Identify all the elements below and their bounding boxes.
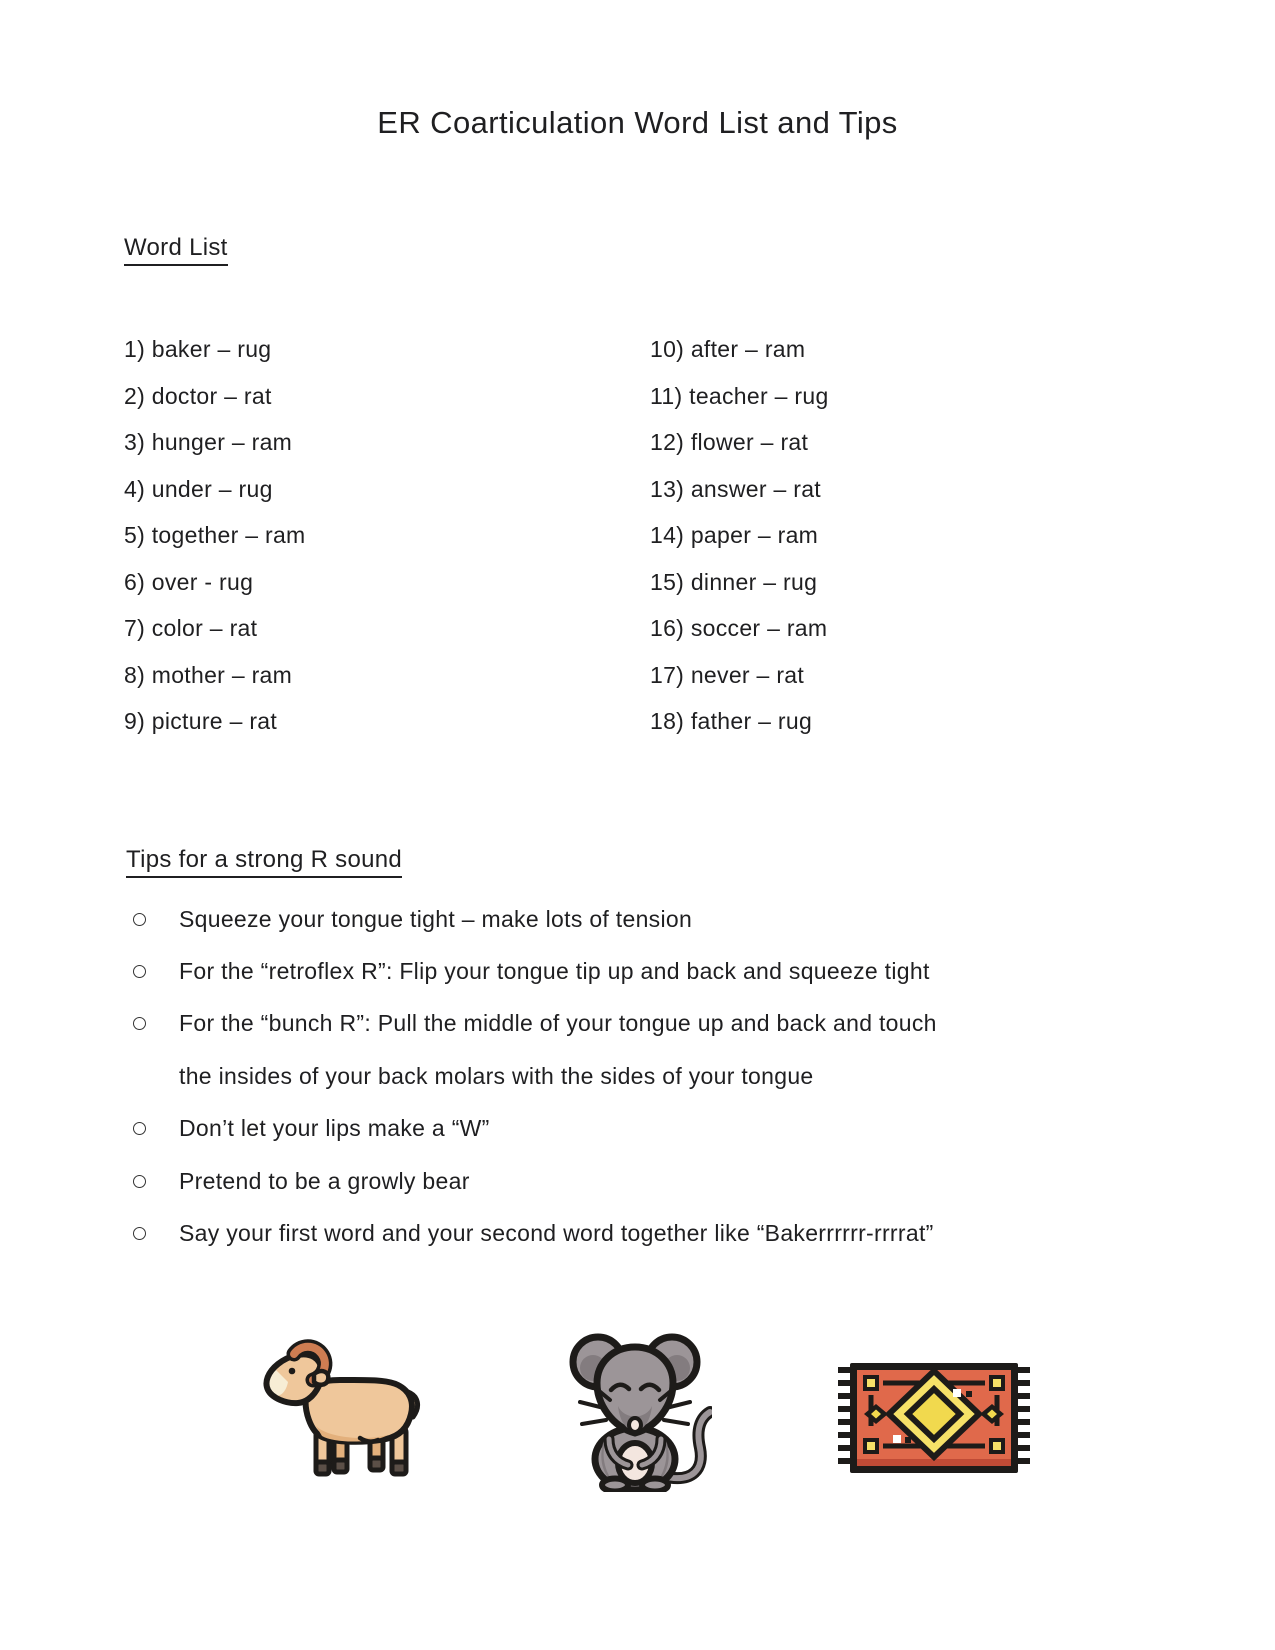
- word-list-item: 1) baker – rug: [124, 336, 272, 362]
- rug-fringe-right: [1018, 1367, 1030, 1464]
- ram-figure: [266, 1347, 417, 1474]
- tip-text: Don’t let your lips make a “W”: [179, 1115, 490, 1142]
- ram-body: [306, 1380, 412, 1442]
- rug-diamond-inner: [908, 1389, 960, 1439]
- tip-item: [130, 1207, 937, 1259]
- tip-text: For the “bunch R”: Pull the middle of your tongue up and back and touch: [179, 1010, 937, 1037]
- rug-figure: [838, 1363, 1030, 1473]
- word-list-heading-text: Word List: [124, 234, 228, 266]
- word-list-item: 16) soccer – ram: [650, 615, 828, 641]
- bullet-circle-icon: [133, 965, 146, 978]
- tips-list: [130, 893, 937, 1260]
- ram-eye: [289, 1368, 296, 1375]
- tip-item-continuation: [130, 1050, 937, 1102]
- word-list-item: 17) never – rat: [650, 661, 805, 688]
- word-list-item: 14) paper – ram: [650, 522, 819, 548]
- bullet-circle-icon: [133, 913, 146, 926]
- mouse-belly: [618, 1443, 652, 1483]
- tip-text: Pretend to be a growly bear: [179, 1167, 470, 1194]
- word-list-item: 11) teacher – rug: [650, 382, 829, 409]
- page-title: ER Coarticulation Word List and Tips: [377, 104, 898, 140]
- rug-diamond-outer: [889, 1371, 979, 1457]
- tip-text: Say your first word and your second word together like “Bakerrrrrr-rrrrat”: [179, 1220, 934, 1247]
- tip-item: [130, 998, 937, 1050]
- word-list-item: 3) hunger – ram: [124, 429, 293, 455]
- word-list-item: 18) father – rug: [650, 708, 813, 734]
- ram-horn: [294, 1347, 325, 1380]
- bullet-circle-icon: [133, 1122, 146, 1135]
- word-list-item: 12) flower – rat: [650, 429, 809, 455]
- bullet-circle-icon: [133, 1017, 146, 1030]
- tips-heading-text: Tips for a strong R sound: [126, 846, 402, 878]
- mouse-figure: [573, 1337, 710, 1492]
- ram-muzzle: [267, 1368, 288, 1396]
- word-list-item: 10) after – ram: [650, 336, 806, 362]
- rug-icon: [836, 1362, 1032, 1478]
- rug-fringe-left: [838, 1367, 850, 1464]
- mouse-eyes: [611, 1385, 659, 1390]
- word-list-item: 2) doctor – rat: [124, 382, 272, 409]
- tip-text: For the “retroflex R”: Flip your tongue tip up and back and squeeze tight: [179, 958, 930, 985]
- tip-item: [130, 893, 937, 945]
- ram-icon: [258, 1330, 430, 1480]
- word-list-item: 4) under – rug: [124, 475, 273, 502]
- tips-heading: [126, 846, 402, 878]
- tip-item: [130, 1103, 937, 1155]
- bullet-circle-icon: [133, 1227, 146, 1240]
- bullet-circle-icon: [133, 1175, 146, 1188]
- word-list-item: 9) picture – rat: [124, 708, 278, 734]
- mouse-whiskers: [580, 1390, 690, 1424]
- mouse-icon: [560, 1326, 712, 1492]
- word-list-item: 13) answer – rat: [650, 475, 821, 502]
- mouse-tail: [662, 1412, 710, 1478]
- word-list-item: 5) together – ram: [124, 522, 306, 548]
- tip-text: the insides of your back molars with the sides of your tongue: [179, 1062, 814, 1089]
- word-list-item: 8) mother – ram: [124, 661, 293, 688]
- word-list-left-column: [124, 326, 306, 745]
- tip-item: [130, 1155, 937, 1207]
- word-list-item: 7) color – rat: [124, 615, 258, 641]
- word-list-heading: [124, 234, 228, 266]
- tip-item: [130, 945, 937, 997]
- word-list-item: 6) over - rug: [124, 568, 254, 595]
- bullet-spacer: [133, 1070, 146, 1083]
- word-list-item: 15) dinner – rug: [650, 568, 818, 595]
- word-list-right-column: [650, 326, 829, 745]
- tip-text: Squeeze your tongue tight – make lots of tension: [179, 905, 693, 932]
